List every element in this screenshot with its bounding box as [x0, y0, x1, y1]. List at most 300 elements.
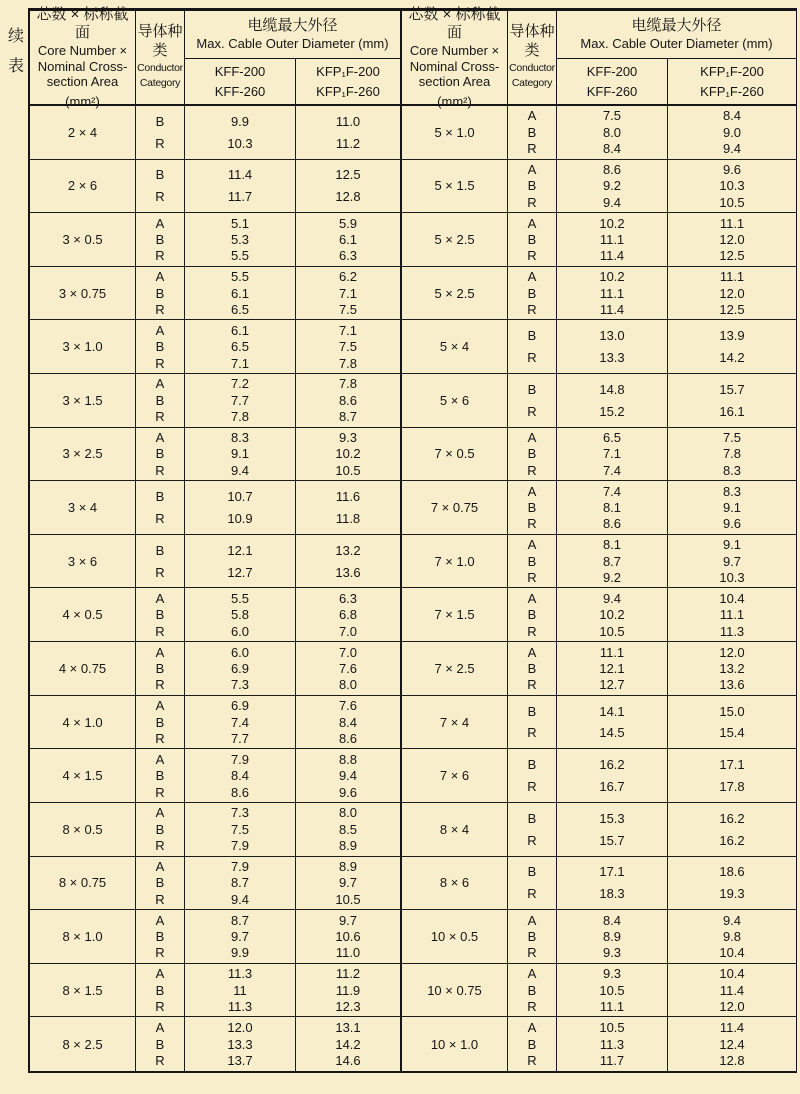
conductor-category-column	[507, 1017, 557, 1071]
conductor-category-value: B	[155, 660, 165, 676]
conductor-category-value: R	[527, 725, 537, 741]
conductor-category-value: B	[155, 768, 165, 784]
kfpf-diameter-value: 13.6	[335, 564, 361, 580]
kff-diameter-value: 6.5	[230, 339, 250, 355]
header-core-en1: Core Number ×	[409, 43, 500, 59]
kfpf-diameter-column	[667, 749, 796, 802]
kff-diameter-column	[185, 749, 295, 802]
kff-diameter-value: 8.6	[230, 784, 250, 800]
conductor-category-value: B	[527, 553, 537, 569]
conductor-category-value: A	[527, 966, 537, 982]
kff-diameter-value: 11.4	[599, 302, 625, 317]
kfpf-diameter-value: 9.7	[722, 553, 742, 569]
spec-group	[30, 857, 400, 911]
conductor-category-value: R	[527, 677, 537, 693]
kfpf-diameter-value: 14.2	[335, 1036, 361, 1052]
kff-diameter-value: 5.1	[230, 215, 250, 231]
kff-diameter-value: 6.5	[230, 302, 250, 317]
spec-group	[30, 642, 400, 696]
table-body-left	[30, 106, 400, 1071]
core-size-cell: 7 × 6	[439, 768, 470, 784]
spec-group	[402, 964, 796, 1018]
conductor-category-value: R	[527, 832, 537, 848]
conductor-category-column	[135, 696, 185, 749]
kfpf-diameter-value: 10.5	[335, 891, 361, 907]
kff-diameter-value: 7.9	[230, 838, 250, 854]
conductor-category-value: B	[527, 757, 537, 773]
kfpf-diameter-value: 11.4	[719, 982, 745, 998]
conductor-category-value: A	[527, 430, 537, 446]
kff-diameter-column	[557, 588, 667, 641]
kff-diameter-value: 10.5	[599, 1020, 625, 1036]
kfpf-diameter-value: 10.4	[719, 966, 745, 982]
kfpf-diameter-value: 7.0	[338, 644, 358, 660]
kff-diameter-value: 9.9	[230, 113, 250, 129]
conductor-category-column	[135, 428, 185, 481]
kff-diameter-column	[557, 803, 667, 856]
core-size-cell: 3 × 1.5	[62, 392, 103, 408]
kfpf-diameter-value: 9.7	[338, 912, 358, 928]
conductor-category-value: B	[155, 339, 165, 355]
header-core-en2: Nominal Cross-	[409, 58, 500, 74]
spec-group	[402, 320, 796, 374]
kfpf-diameter-value: 12.5	[719, 248, 745, 264]
conductor-category-value: B	[155, 446, 165, 462]
kff-diameter-column	[185, 320, 295, 373]
kff-diameter-column	[185, 588, 295, 641]
header-conductor-category	[135, 11, 185, 104]
conductor-category-value: R	[155, 838, 165, 854]
kff-diameter-value: 9.3	[602, 966, 622, 982]
conductor-category-value: A	[155, 751, 165, 767]
kfpf-diameter-column	[667, 1017, 796, 1071]
spec-group	[402, 803, 796, 857]
conductor-category-column	[135, 160, 185, 213]
kff-diameter-value: 12.7	[599, 677, 625, 693]
conductor-category-value: R	[155, 409, 165, 425]
kfpf-diameter-value: 6.8	[338, 607, 358, 623]
kfpf-diameter-column	[295, 481, 400, 534]
core-size-cell: 5 × 1.0	[434, 124, 475, 140]
kfpf-diameter-value: 7.8	[338, 376, 358, 392]
header-core-unit: (mm²)	[65, 93, 100, 109]
conductor-category-value: B	[155, 167, 165, 183]
kfpf-diameter-value: 10.2	[335, 446, 361, 462]
kfpf-diameter-value: 10.3	[719, 178, 745, 194]
kff-diameter-value: 11.7	[227, 189, 253, 205]
conductor-category-value: R	[527, 194, 537, 210]
kff-diameter-value: 13.3	[599, 350, 625, 366]
core-size-cell: 7 × 1.5	[434, 607, 475, 623]
conductor-category-value: R	[527, 945, 537, 961]
conductor-category-value: A	[155, 590, 165, 606]
conductor-category-value: R	[155, 677, 165, 693]
conductor-category-value: R	[527, 623, 537, 639]
kfpf-diameter-value: 12.0	[719, 285, 745, 301]
core-size-cell: 7 × 2.5	[434, 660, 475, 676]
kff-diameter-value: 8.3	[230, 430, 250, 446]
kfpf-diameter-column	[667, 106, 796, 159]
conductor-category-value: R	[155, 302, 165, 317]
spec-group	[30, 1017, 400, 1071]
spec-group	[402, 213, 796, 267]
conductor-category-column	[507, 481, 557, 534]
conductor-category-value: A	[155, 805, 165, 821]
conductor-category-value: B	[155, 607, 165, 623]
kfpf-diameter-value: 7.5	[338, 339, 358, 355]
kff-diameter-value: 7.4	[602, 483, 622, 499]
kfpf-diameter-column	[295, 374, 400, 427]
header-conductor-en1: Conductor	[137, 61, 183, 74]
kff-diameter-value: 11	[233, 982, 247, 998]
core-size-cell: 2 × 6	[67, 178, 98, 194]
kff-diameter-value: 13.0	[599, 328, 625, 344]
header-conductor-en2: Category	[139, 77, 181, 90]
conductor-category-column	[507, 642, 557, 695]
kfpf-diameter-value: 7.0	[338, 623, 358, 639]
spec-group	[402, 267, 796, 321]
table-header-left	[30, 5, 400, 109]
kff-diameter-value: 10.5	[599, 623, 625, 639]
core-size-cell: 3 × 6	[67, 553, 98, 569]
spec-group	[402, 857, 796, 911]
kff-diameter-column	[557, 642, 667, 695]
table-left-half	[30, 5, 400, 1071]
kff-diameter-value: 12.1	[227, 542, 253, 558]
kfpf-diameter-value: 13.6	[719, 677, 745, 693]
conductor-category-column	[135, 267, 185, 320]
conductor-category-value: R	[527, 141, 537, 157]
conductor-category-value: A	[527, 162, 537, 177]
kff-diameter-value: 11.1	[599, 644, 625, 660]
conductor-category-column	[135, 588, 185, 641]
kfpf-diameter-column	[295, 267, 400, 320]
header-kfpf-column	[667, 59, 796, 104]
kff-diameter-value: 8.6	[602, 162, 622, 177]
kff-diameter-value: 7.9	[230, 751, 250, 767]
conductor-category-column	[507, 803, 557, 856]
kff-diameter-column	[185, 160, 295, 213]
kff-diameter-value: 17.1	[599, 864, 625, 880]
conductor-category-column	[135, 749, 185, 802]
kff-diameter-value: 9.4	[230, 891, 250, 907]
kff-diameter-value: 13.7	[227, 1053, 253, 1069]
kff-diameter-value: 14.8	[599, 381, 625, 397]
kfpf-diameter-value: 7.5	[722, 430, 742, 446]
kfpf-diameter-column	[667, 428, 796, 481]
conductor-category-value: R	[155, 623, 165, 639]
kff-diameter-value: 6.9	[230, 660, 250, 676]
kff-diameter-value: 11.3	[227, 998, 253, 1014]
kfpf-diameter-value: 11.1	[719, 607, 745, 623]
kfpf-diameter-value: 9.6	[722, 162, 742, 177]
kff-diameter-column	[557, 696, 667, 749]
core-size-cell: 7 × 1.0	[434, 553, 475, 569]
kfpf-diameter-value: 13.2	[335, 542, 361, 558]
kfpf-diameter-value: 7.6	[338, 660, 358, 676]
core-size-cell: 8 × 0.75	[58, 875, 107, 891]
kff-diameter-value: 8.4	[602, 912, 622, 928]
table-right-half	[400, 5, 796, 1071]
core-size-cell: 5 × 2.5	[434, 285, 475, 301]
core-size-cell: 5 × 6	[439, 392, 470, 408]
kff-diameter-column	[185, 374, 295, 427]
conductor-category-value: B	[155, 875, 165, 891]
kff-diameter-value: 9.3	[602, 945, 622, 961]
kff-diameter-column	[185, 481, 295, 534]
kfpf-diameter-value: 10.5	[335, 462, 361, 478]
conductor-category-value: A	[155, 644, 165, 660]
conductor-category-value: R	[527, 248, 537, 264]
header-kff-line2: KFF-260	[586, 83, 638, 99]
kfpf-diameter-value: 8.6	[338, 730, 358, 746]
kff-diameter-value: 15.3	[599, 810, 625, 826]
kfpf-diameter-value: 7.5	[338, 302, 358, 317]
header-kff-column	[185, 59, 295, 104]
header-conductor-en2: Category	[511, 77, 553, 90]
kff-diameter-value: 8.6	[602, 516, 622, 532]
conductor-category-value: B	[155, 285, 165, 301]
header-conductor-zh: 导体种类	[137, 23, 183, 59]
kff-diameter-value: 8.0	[602, 124, 622, 140]
kfpf-diameter-value: 15.0	[719, 703, 745, 719]
header-conductor-en1: Conductor	[509, 61, 555, 74]
conductor-category-value: R	[155, 135, 165, 151]
kff-diameter-column	[185, 535, 295, 588]
spec-group	[30, 535, 400, 589]
header-kff-column	[557, 59, 667, 104]
kfpf-diameter-value: 10.4	[719, 590, 745, 606]
kff-diameter-column	[557, 481, 667, 534]
core-size-cell: 2 × 4	[67, 124, 98, 140]
spec-group	[30, 106, 400, 160]
kff-diameter-value: 11.4	[227, 167, 253, 183]
kff-diameter-value: 9.4	[602, 194, 622, 210]
conductor-category-value: A	[527, 269, 537, 285]
table-header-right	[402, 5, 796, 109]
kfpf-diameter-value: 10.3	[719, 570, 745, 586]
kfpf-diameter-value: 11.1	[719, 269, 745, 285]
kfpf-diameter-value: 13.2	[719, 660, 745, 676]
kff-diameter-value: 9.4	[602, 590, 622, 606]
conductor-category-value: B	[527, 810, 537, 826]
kfpf-diameter-value: 9.4	[338, 768, 358, 784]
spec-group	[402, 642, 796, 696]
kfpf-diameter-value: 13.9	[719, 328, 745, 344]
spec-group	[402, 428, 796, 482]
kff-diameter-value: 7.5	[230, 821, 250, 837]
kff-diameter-column	[185, 106, 295, 159]
kff-diameter-value: 10.3	[227, 135, 253, 151]
core-size-cell: 8 × 1.0	[62, 928, 103, 944]
conductor-category-column	[507, 160, 557, 213]
kfpf-diameter-value: 10.5	[719, 194, 745, 210]
kfpf-diameter-column	[295, 696, 400, 749]
kfpf-diameter-column	[667, 857, 796, 910]
kfpf-diameter-column	[295, 428, 400, 481]
kfpf-diameter-value: 15.4	[719, 725, 745, 741]
conductor-category-value: A	[527, 644, 537, 660]
kfpf-diameter-value: 12.5	[719, 302, 745, 317]
conductor-category-value: A	[527, 1020, 537, 1036]
kfpf-diameter-value: 9.0	[722, 124, 742, 140]
kff-diameter-value: 11.1	[599, 285, 625, 301]
kff-diameter-column	[557, 106, 667, 159]
conductor-category-value: B	[527, 446, 537, 462]
conductor-category-value: B	[527, 607, 537, 623]
kff-diameter-column	[185, 1017, 295, 1071]
conductor-category-column	[135, 910, 185, 963]
spec-group	[30, 910, 400, 964]
kff-diameter-value: 9.1	[230, 446, 250, 462]
kfpf-diameter-column	[295, 910, 400, 963]
kfpf-diameter-column	[667, 803, 796, 856]
conductor-category-column	[507, 374, 557, 427]
conductor-category-value: B	[527, 500, 537, 516]
kfpf-diameter-value: 9.1	[722, 537, 742, 553]
kff-diameter-column	[557, 1017, 667, 1071]
conductor-category-column	[507, 910, 557, 963]
kfpf-diameter-value: 11.9	[335, 982, 361, 998]
continued-table-label: 续表	[7, 28, 24, 76]
kfpf-diameter-value: 10.6	[335, 928, 361, 944]
kff-diameter-value: 9.4	[230, 462, 250, 478]
kff-diameter-value: 11.3	[227, 966, 253, 982]
kff-diameter-value: 12.0	[227, 1020, 253, 1036]
kff-diameter-column	[185, 910, 295, 963]
kff-diameter-column	[557, 535, 667, 588]
spec-group	[30, 696, 400, 750]
spec-group	[30, 374, 400, 428]
spec-group	[402, 910, 796, 964]
kff-diameter-value: 5.8	[230, 607, 250, 623]
kfpf-diameter-value: 14.6	[335, 1053, 361, 1069]
conductor-category-value: A	[527, 483, 537, 499]
kff-diameter-value: 10.2	[599, 607, 625, 623]
conductor-category-value: A	[527, 590, 537, 606]
header-kff-line1: KFF-200	[586, 64, 638, 79]
conductor-category-value: R	[527, 1053, 537, 1069]
kfpf-diameter-value: 6.3	[338, 590, 358, 606]
conductor-category-value: B	[527, 982, 537, 998]
kfpf-diameter-value: 9.3	[338, 430, 358, 446]
conductor-category-column	[135, 320, 185, 373]
kfpf-diameter-value: 12.8	[335, 189, 361, 205]
core-size-cell: 3 × 0.75	[58, 285, 107, 301]
kff-diameter-value: 10.2	[599, 269, 625, 285]
header-conductor-category	[507, 11, 557, 104]
kfpf-diameter-value: 8.3	[722, 483, 742, 499]
conductor-category-value: B	[527, 1036, 537, 1052]
kfpf-diameter-value: 9.4	[722, 141, 742, 157]
kff-diameter-value: 5.3	[230, 232, 250, 247]
conductor-category-column	[507, 535, 557, 588]
conductor-category-value: A	[155, 966, 165, 982]
kfpf-diameter-column	[667, 160, 796, 213]
kfpf-diameter-value: 11.3	[719, 623, 745, 639]
kfpf-diameter-column	[667, 588, 796, 641]
core-size-cell: 4 × 0.75	[58, 660, 107, 676]
kfpf-diameter-value: 9.6	[722, 516, 742, 532]
kfpf-diameter-value: 8.0	[338, 677, 358, 693]
kff-diameter-value: 12.7	[227, 564, 253, 580]
kff-diameter-value: 10.5	[599, 982, 625, 998]
conductor-category-column	[135, 106, 185, 159]
header-core-size	[402, 5, 507, 109]
kfpf-diameter-value: 11.6	[335, 489, 361, 505]
core-size-cell: 3 × 4	[67, 500, 98, 516]
conductor-category-value: B	[155, 982, 165, 998]
kff-diameter-column	[185, 642, 295, 695]
conductor-category-column	[507, 964, 557, 1017]
core-size-cell: 5 × 1.5	[434, 178, 475, 194]
kff-diameter-column	[557, 857, 667, 910]
kfpf-diameter-value: 9.6	[338, 784, 358, 800]
conductor-category-column	[507, 749, 557, 802]
conductor-category-value: R	[155, 998, 165, 1014]
kfpf-diameter-value: 8.3	[722, 462, 742, 478]
kff-diameter-value: 9.2	[602, 178, 622, 194]
kff-diameter-value: 7.9	[230, 858, 250, 874]
kfpf-diameter-value: 8.4	[338, 714, 358, 730]
conductor-category-value: A	[155, 858, 165, 874]
conductor-category-column	[135, 642, 185, 695]
kfpf-diameter-column	[667, 696, 796, 749]
conductor-category-value: A	[527, 108, 537, 124]
kfpf-diameter-value: 8.0	[338, 805, 358, 821]
kff-diameter-column	[185, 696, 295, 749]
kfpf-diameter-value: 8.9	[338, 858, 358, 874]
kff-diameter-value: 7.5	[602, 108, 622, 124]
spec-group	[30, 213, 400, 267]
kfpf-diameter-value: 17.1	[719, 757, 745, 773]
conductor-category-value: R	[527, 302, 537, 317]
core-size-cell: 3 × 2.5	[62, 446, 103, 462]
conductor-category-value: B	[155, 821, 165, 837]
conductor-category-value: R	[527, 779, 537, 795]
kfpf-diameter-value: 11.2	[335, 966, 361, 982]
kff-diameter-value: 6.0	[230, 644, 250, 660]
kff-diameter-value: 6.1	[230, 285, 250, 301]
conductor-category-value: R	[155, 730, 165, 746]
core-size-cell: 10 × 1.0	[430, 1036, 479, 1052]
conductor-category-value: B	[155, 113, 165, 129]
kfpf-diameter-column	[295, 642, 400, 695]
kff-diameter-value: 8.1	[602, 500, 622, 516]
header-diameter-en: Max. Cable Outer Diameter (mm)	[580, 36, 773, 52]
conductor-category-column	[507, 320, 557, 373]
conductor-category-column	[135, 964, 185, 1017]
spec-group	[402, 696, 796, 750]
header-conductor-zh: 导体种类	[509, 23, 555, 59]
header-kff-line2: KFF-260	[214, 83, 266, 99]
kfpf-diameter-value: 9.8	[722, 928, 742, 944]
spec-group	[402, 374, 796, 428]
conductor-category-column	[135, 535, 185, 588]
kfpf-diameter-value: 6.3	[338, 248, 358, 264]
spec-group	[30, 481, 400, 535]
kfpf-diameter-value: 11.8	[335, 510, 361, 526]
conductor-category-value: B	[155, 232, 165, 247]
core-size-cell: 8 × 4	[439, 821, 470, 837]
kfpf-diameter-column	[295, 803, 400, 856]
core-size-cell: 5 × 4	[439, 339, 470, 355]
conductor-category-value: B	[527, 285, 537, 301]
conductor-category-value: B	[527, 124, 537, 140]
conductor-category-column	[135, 857, 185, 910]
conductor-category-value: R	[155, 784, 165, 800]
spec-group	[402, 160, 796, 214]
